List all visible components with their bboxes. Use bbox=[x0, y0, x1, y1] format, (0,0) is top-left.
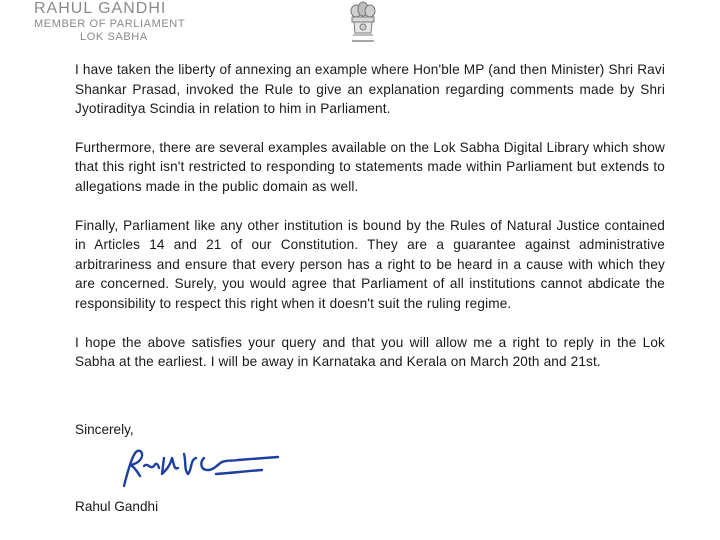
letterhead bbox=[34, 0, 185, 44]
state-emblem-icon bbox=[343, 0, 383, 50]
paragraph-digital-library: Furthermore, there are several examples available on the Lok Sabha Digital Library which show that this right isn't restricted to responding to statements made within Parliament but extends to allegations made in the public domain as well. bbox=[75, 139, 665, 194]
signer-name: Rahul Gandhi bbox=[75, 499, 159, 514]
letter-body bbox=[75, 60, 665, 391]
handwritten-signature bbox=[118, 440, 288, 496]
letterhead-designation: MEMBER OF PARLIAMENT bbox=[34, 18, 186, 30]
paragraph-natural-justice: Finally, Parliament like any other institution is bound by the Rules of Natural Justice contained in Articles 14 and 21 of our Constitution. They are a guarantee against administrative arbitrariness and ensure that every person has a right to be heard in a cause with which they are concerned. Surely, you would agree that Parliament of all institutions cannot abdicate the responsibility to respect this right when it doesn't suit the ruling regime. bbox=[75, 217, 665, 311]
letterhead-name: RAHUL GANDHI bbox=[34, 0, 167, 17]
letterhead-house: LOK SABHA bbox=[80, 31, 148, 43]
paragraph-annex-example: I have taken the liberty of annexing an example where Hon'ble MP (and then Minister) Shri Ravi Shankar Prasad, invoked the Rule to give an explanation regarding comments made by Shri Jyotiraditya Scindia in relation to him in Parliament. bbox=[75, 62, 665, 117]
paragraph-request-reply: I hope the above satisfies your query and that you will allow me a right to reply in the Lok Sabha at the earliest. I will be away in Karnataka and Kerala on March 20th and 21st. bbox=[75, 334, 665, 370]
closing: Sincerely, bbox=[75, 422, 134, 437]
